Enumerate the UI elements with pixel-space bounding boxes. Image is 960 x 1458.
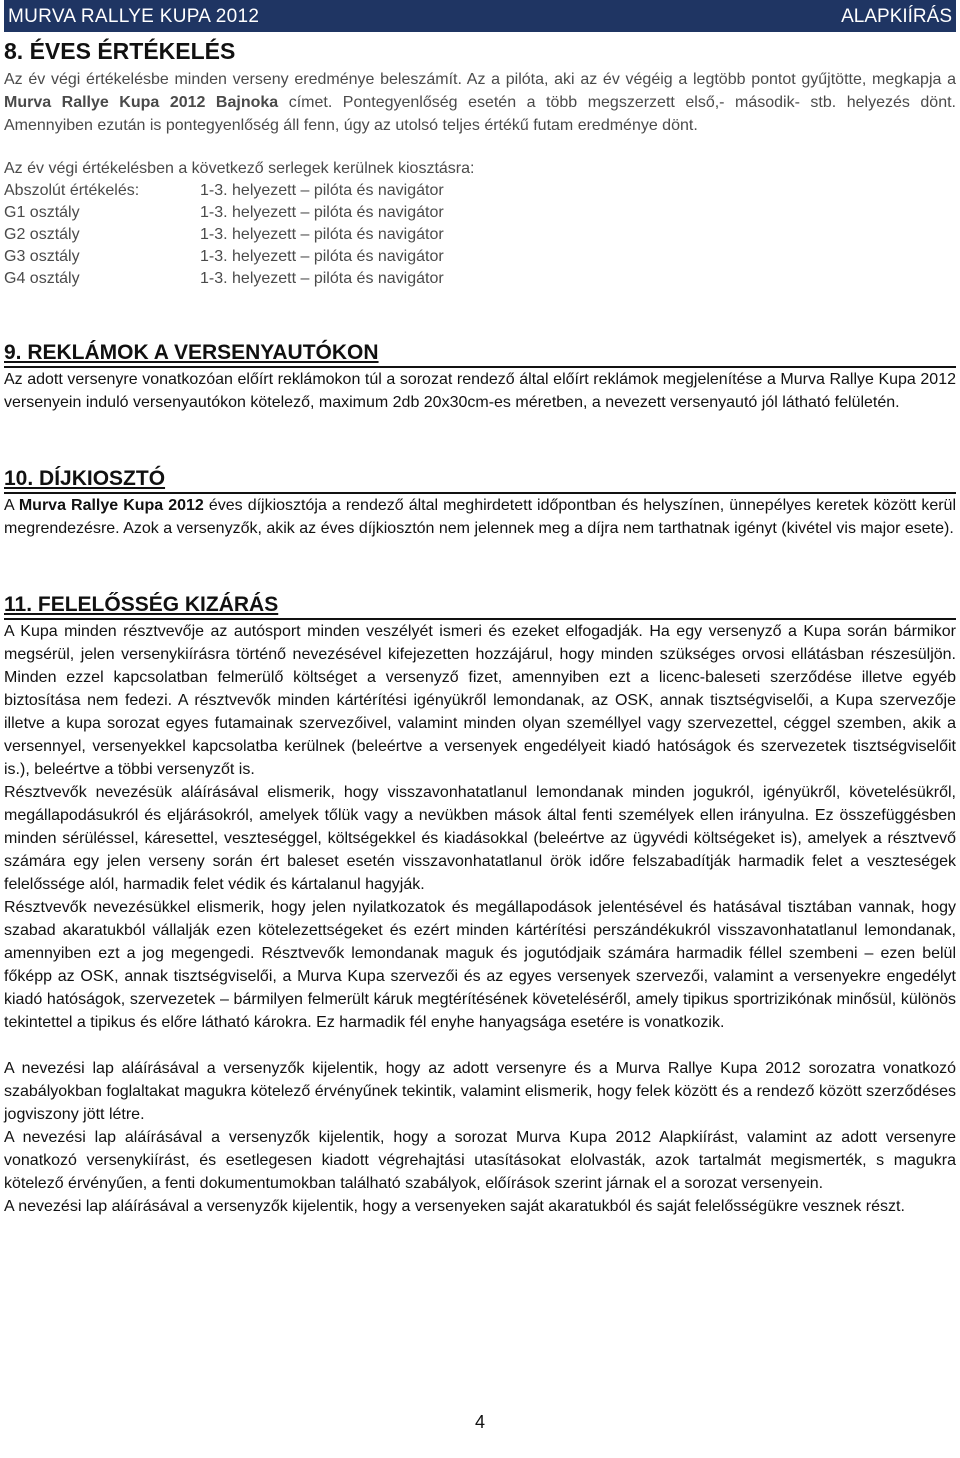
table-row (4, 224, 444, 246)
section-9-title-text: 9. REKLÁMOK A VERSENYAUTÓKON (4, 341, 379, 364)
table-row (4, 246, 444, 268)
table-row (4, 180, 444, 202)
header-doc-type: ALAPKIÍRÁS (841, 6, 952, 27)
section-11-paragraph-5: A nevezési lap aláírásával a versenyzők kijelentik, hogy a sorozat Murva Kupa 2012 Alapkiírást, valamint az adott versenyre vonatkozó versenykiírást, és esetlegesen kiadott végrehajtási utasításokat elolvasták, azok tartalmát megismerték, s magukra kötelező érvényűen, a fenti dokumentumokban található szabályok, előírások szerint járnak el a sorozat versenyein. (4, 1129, 956, 1192)
section-8-title: 8. ÉVES ÉRTÉKELÉS (4, 38, 236, 64)
trophy-category: G2 osztály (4, 226, 80, 243)
section-11-paragraph-3: Résztvevők nevezésükkel elismerik, hogy jelen nyilatkozatok és megállapodások jelentésével és hatásával tisztában vannak, hogy szabad akaratukból vállalják ezen kötelezettségeket és ezért minden kártérítési perszándékukról visszavonhatatlanul lemondanak, amennyiben ezt a jog megengedi. Résztvevők lemondanak maguk és jogutódjaik számára harmadik féllel szembeni – ezen belül főképp az OSK, annak tisztségviselői, a Murva Kupa szervezői és az egyes versenyek szervezői, valamint a versenyekre engedélyt kiadó hatóságok, szervezetek – bármilyen felmerült káruk megtérítésének követeléséről, amely tipikus sportrizikónak minősül, különös tekintettel a tipikus és előre látható károkra. Ez harmadik fél enyhe hanyagsága esetére is vonatkozik. (4, 899, 956, 1031)
trophy-category: G4 osztály (4, 270, 80, 287)
section-8-paragraph (4, 68, 956, 137)
title-bold: Murva Rallye Kupa 2012 Bajnoka (4, 94, 279, 111)
table-row (4, 268, 444, 290)
trophy-prize: 1-3. helyezett – pilóta és navigátor (200, 248, 444, 265)
section-11-title-text: 11. FELELŐSSÉG KIZÁRÁS (4, 593, 279, 616)
section-10-paragraph (4, 494, 956, 540)
trophy-category: G3 osztály (4, 248, 80, 265)
section-11-paragraph-1: A Kupa minden résztvevője az autósport minden veszélyét ismeri és ezeket elfogadják. Ha egy versenyző a Kupa során bármikor megsérül, jelen versenykiírásra történő nevezésével kifejezetten hozzájárul, hogy minden szükséges orvosi ellátásban részesüljön. Minden ezzel kapcsolatban felmerülő költséget a versenyző fizet, amennyiben ezt a licenc-baleseti szerződése illetve egyéb biztosítása nem fedezi. A résztvevők minden kártérítési igényükről lemondanak, az OSK, annak tisztségviselői, a Kupa szervezője illetve a kupa sorozat egyes futamainak szervezőivel, valamint minden olyan személlyel vagy szervezettel, céggel szemben, akik a versennyel, versenyekkel kapcsolatba kerülnek (beleértve a versenyek engedélyeit kiadó hatóságok és szervezetek tisztségviselőit is.), beleértve a többi versenyzőt is. (4, 623, 956, 778)
section-11-paragraph-6: A nevezési lap aláírásával a versenyzők kijelentik, hogy a versenyeken saját akaratukból és saját felelősségükre vesznek részt. (4, 1198, 905, 1215)
table-row (4, 202, 444, 224)
page-content (4, 34, 956, 1218)
trophy-prize: 1-3. helyezett – pilóta és navigátor (200, 204, 444, 221)
section-11-title (4, 592, 956, 620)
section-10-title (4, 466, 956, 494)
section-11-paragraph-4: A nevezési lap aláírásával a versenyzők kijelentik, hogy az adott versenyre és a Murva Rallye Kupa 2012 sorozatra vonatkozó szabályokban foglaltakat magukra kötelező érvényűnek tekintik, valamint elismerik, hogy felek között és a rendező között szerződéses jogviszony jött létre. (4, 1060, 956, 1123)
header-title: MURVA RALLYE KUPA 2012 (8, 6, 260, 27)
text-run: éves díjkiosztója a rendező által meghirdetett időpontban és helyszínen, ünnepélyes keretek között kerül megrendezésre. Azok a versenyzők, akik az éves díjkiosztón nem jelennek meg a díjra nem tarthatnak igényt (kivétel vis major esete). (4, 497, 957, 537)
trophy-category: Abszolút értékelés: (4, 182, 140, 199)
text-run: Az év végi értékelésbe minden verseny eredménye beleszámít. Az a pilóta, aki az év végéig a legtöbb pontot gyűjtötte, megkapja a (4, 71, 956, 88)
text-run: címet. Pontegyenlőség esetén a több megszerzett első,- második- stb. helyezés dönt. Amennyiben ezután is pontegyenlőség áll fenn, úgy az utolsó teljes értékű futam eredménye dönt. (4, 94, 956, 134)
trophy-category: G1 osztály (4, 204, 80, 221)
page-header (4, 0, 956, 32)
trophy-lead: Az év végi értékelésben a következő serlegek kerülnek kiosztásra: (4, 160, 475, 177)
section-10-title-text: 10. DÍJKIOSZTÓ (4, 467, 166, 490)
section-9-paragraph: Az adott versenyre vonatkozóan előírt reklámokon túl a sorozat rendező által előírt reklámok megjelenítése a Murva Rallye Kupa 2012 versenyein induló versenyautókon kötelező, maximum 2db 20x30cm-es méretben, a nevezett versenyautó jól látható felületén. (4, 371, 956, 411)
page-number: 4 (474, 1412, 485, 1432)
trophy-table (4, 180, 444, 290)
trophy-prize: 1-3. helyezett – pilóta és navigátor (200, 182, 444, 199)
trophy-prize: 1-3. helyezett – pilóta és navigátor (200, 226, 444, 243)
section-11-paragraph-2: Résztvevők nevezésük aláírásával elismerik, hogy visszavonhatatlanul lemondanak minden jogukról, igényükről, követelésükről, megállapodásukról és eljárásokról, amelyek tőlük vagy a nevükben mások által fenti személyek ellen irányulna. Ez összefüggésben minden sérüléssel, káresettel, veszteséggel, költségekkel és kiadásokkal (beleértve az ügyvédi költségeket is), amelyek a résztvevő számára egy jelen verseny során ért baleset esetén visszavonhatatlanul örök időre felszabadítják harmadik felet a veszteségek felelőssége alól, harmadik felet védik és kártalanul hagyják. (4, 784, 956, 893)
title-bold: Murva Rallye Kupa 2012 (18, 497, 204, 514)
section-9-title (4, 340, 956, 368)
trophy-prize: 1-3. helyezett – pilóta és navigátor (200, 270, 444, 287)
text-run: A (4, 497, 19, 514)
